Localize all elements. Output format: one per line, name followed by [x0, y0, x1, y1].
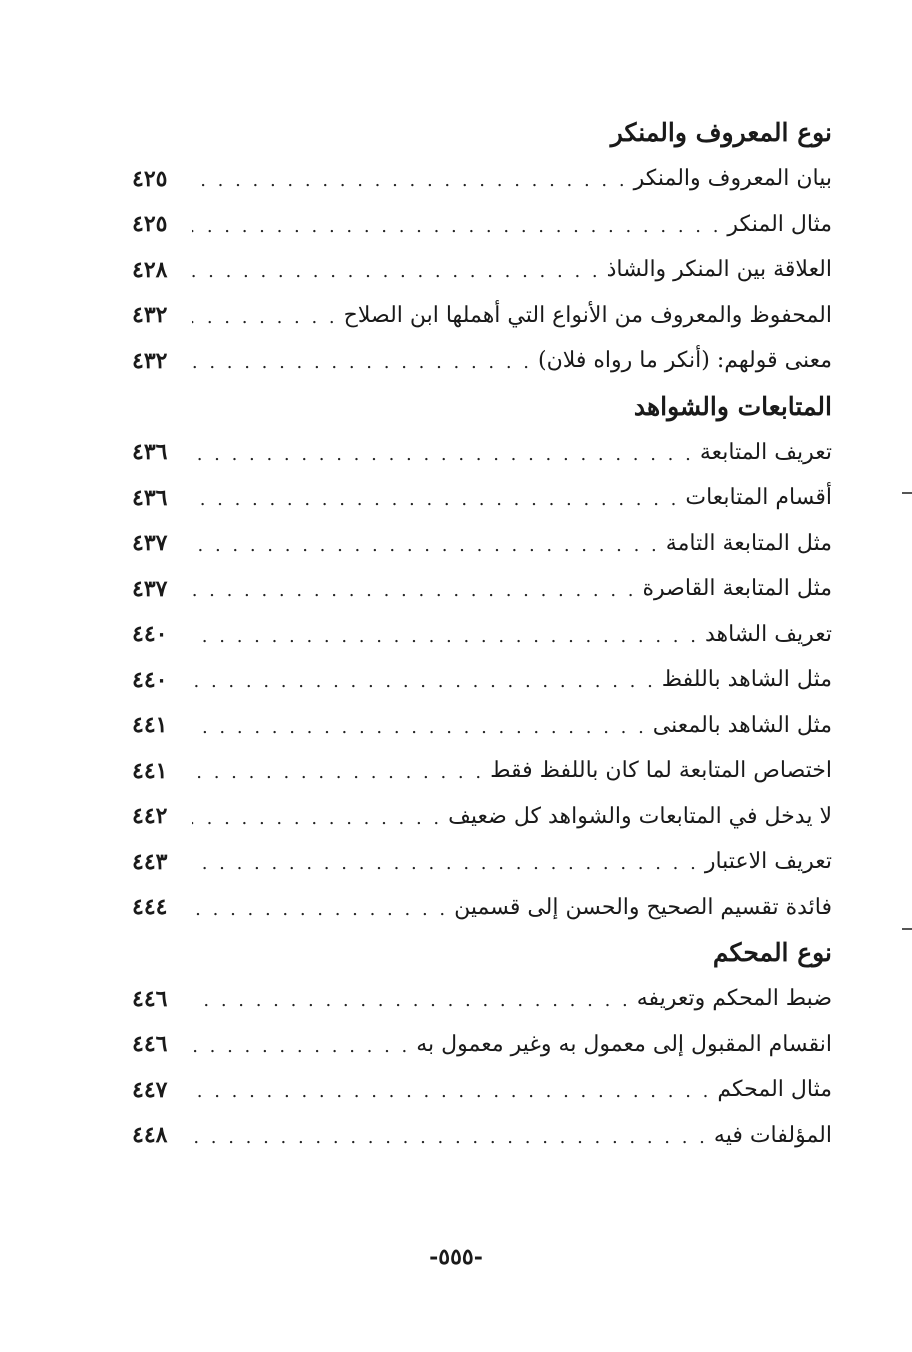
entry-page-number: ٤٣٢	[132, 347, 168, 374]
entry-page-number: ٤٤١	[132, 757, 168, 784]
entry-title: مثل الشاهد باللفظ	[661, 667, 832, 693]
scan-edge-mark	[902, 492, 912, 494]
toc-entry	[132, 748, 832, 794]
toc-entry	[132, 338, 832, 384]
section-heading: نوع المحكم	[712, 938, 832, 967]
entry-title: مثل المتابعة القاصرة	[642, 576, 832, 602]
entry-page-number: ٤٤٠	[132, 666, 168, 693]
entry-page-number: ٤٤١	[132, 712, 168, 739]
entry-title: مثل المتابعة التامة	[665, 530, 832, 556]
entry-title: العلاقة بين المنكر والشاذ	[606, 257, 832, 283]
entry-page-number: ٤٢٥	[132, 165, 168, 192]
scan-edge-mark	[902, 928, 912, 930]
dot-leader	[192, 1036, 410, 1057]
entry-title: مثال المحكم	[717, 1077, 832, 1103]
entry-page-number: ٤٤٦	[132, 985, 168, 1012]
entry-page-number: ٤٣٧	[132, 530, 168, 557]
dot-leader	[192, 1127, 708, 1148]
dot-leader	[192, 444, 694, 465]
toc-section	[132, 930, 832, 1158]
toc-entry	[132, 475, 832, 521]
toc-entry	[132, 293, 832, 339]
toc-entry	[132, 430, 832, 476]
entry-page-number: ٤٢٥	[132, 211, 168, 238]
toc-entry	[132, 1022, 832, 1068]
entry-title: تعريف المتابعة	[699, 439, 832, 465]
dot-leader	[192, 899, 448, 920]
entry-title: مثل الشاهد بالمعنى	[652, 712, 832, 738]
toc-entry	[132, 521, 832, 567]
entry-title: تعريف الشاهد	[704, 621, 832, 647]
entry-title: تعريف الاعتبار	[704, 849, 832, 875]
entry-title: بيان المعروف والمنكر	[633, 166, 832, 192]
toc-entry	[132, 703, 832, 749]
dot-leader	[192, 580, 637, 601]
entry-title: المحفوظ والمعروف من الأنواع التي أهملها ابن الصلاح	[343, 302, 832, 328]
table-of-contents	[132, 110, 832, 1158]
toc-entry	[132, 976, 832, 1022]
section-heading: المتابعات والشواهد	[633, 391, 832, 421]
dot-leader	[192, 489, 679, 510]
dot-leader	[192, 762, 484, 783]
toc-entry	[132, 247, 832, 293]
entry-title: انقسام المقبول إلى معمول به وغير معمول به	[416, 1031, 832, 1057]
entry-title: مثال المنكر	[727, 211, 832, 237]
dot-leader	[192, 307, 338, 328]
toc-entry	[132, 1067, 832, 1113]
toc-entry	[132, 839, 832, 885]
page-footer-number: -٥٥٥-	[429, 1244, 483, 1270]
dot-leader	[192, 1081, 711, 1102]
dot-leader	[192, 352, 532, 373]
entry-title: معنى قولهم: (أنكر ما رواه فلان)	[538, 348, 832, 374]
entry-page-number: ٤٤٣	[132, 848, 168, 875]
dot-leader	[192, 990, 631, 1011]
entry-page-number: ٤٣٧	[132, 575, 168, 602]
dot-leader	[192, 261, 601, 282]
dot-leader	[192, 808, 442, 829]
entry-page-number: ٤٤٠	[132, 621, 168, 648]
toc-entry	[132, 657, 832, 703]
entry-page-number: ٤٣٦	[132, 484, 168, 511]
entry-title: فائدة تقسيم الصحيح والحسن إلى قسمين	[454, 894, 832, 920]
dot-leader	[192, 216, 721, 237]
entry-page-number: ٤٤٨	[132, 1122, 168, 1149]
toc-entry	[132, 612, 832, 658]
toc-entry	[132, 156, 832, 202]
entry-page-number: ٤٤٤	[132, 894, 168, 921]
dot-leader	[192, 626, 699, 647]
dot-leader	[192, 717, 647, 738]
entry-title: ضبط المحكم وتعريفه	[636, 986, 832, 1012]
dot-leader	[192, 535, 660, 556]
toc-section	[132, 384, 832, 931]
entry-title: المؤلفات فيه	[713, 1122, 832, 1148]
dot-leader	[192, 853, 699, 874]
entry-page-number: ٤٣٦	[132, 439, 168, 466]
entry-page-number: ٤٤٢	[132, 803, 168, 830]
entry-page-number: ٤٤٦	[132, 1031, 168, 1058]
toc-section	[132, 110, 832, 384]
toc-entry	[132, 1113, 832, 1159]
dot-leader	[192, 671, 656, 692]
entry-page-number: ٤٤٧	[132, 1076, 168, 1103]
section-heading: نوع المعروف والمنكر	[610, 118, 832, 147]
toc-entry	[132, 202, 832, 248]
entry-page-number: ٤٣٢	[132, 302, 168, 329]
entry-title: اختصاص المتابعة لما كان باللفظ فقط	[490, 758, 832, 784]
dot-leader	[192, 170, 628, 191]
entry-title: لا يدخل في المتابعات والشواهد كل ضعيف	[448, 803, 832, 829]
toc-entry	[132, 794, 832, 840]
entry-title: أقسام المتابعات	[685, 485, 832, 511]
toc-entry	[132, 566, 832, 612]
entry-page-number: ٤٢٨	[132, 256, 168, 283]
toc-entry	[132, 885, 832, 931]
